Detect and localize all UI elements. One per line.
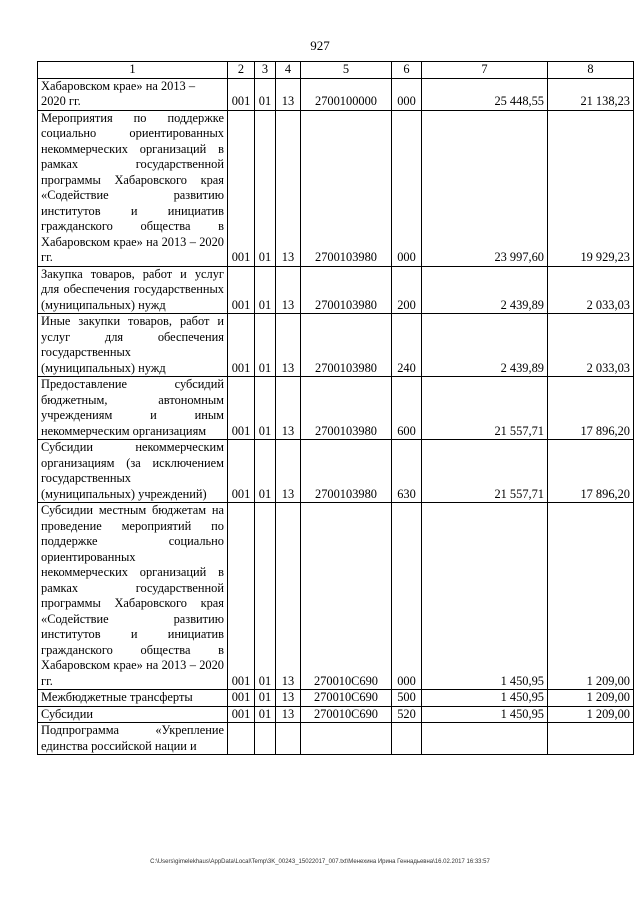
code-chapter: 001 [228, 377, 255, 440]
code-target: 270010С690 [301, 706, 392, 723]
row-name: Межбюджетные трансферты [38, 690, 228, 707]
code-section: 01 [255, 503, 276, 690]
code-chapter [228, 723, 255, 755]
table-row [38, 314, 634, 377]
code-subsection: 13 [276, 503, 301, 690]
code-target: 270010С690 [301, 690, 392, 707]
amount-col8: 2 033,03 [548, 266, 634, 314]
column-header: 7 [422, 62, 548, 79]
code-expense-type: 000 [392, 110, 422, 266]
code-subsection: 13 [276, 78, 301, 110]
code-target: 2700103980 [301, 110, 392, 266]
amount-col8: 2 033,03 [548, 314, 634, 377]
code-subsection: 13 [276, 110, 301, 266]
code-target: 2700103980 [301, 314, 392, 377]
code-subsection: 13 [276, 690, 301, 707]
amount-col8: 21 138,23 [548, 78, 634, 110]
row-name: Субсидии [38, 706, 228, 723]
column-header: 6 [392, 62, 422, 79]
table-row [38, 706, 634, 723]
code-expense-type: 000 [392, 503, 422, 690]
code-expense-type: 520 [392, 706, 422, 723]
amount-col7: 23 997,60 [422, 110, 548, 266]
code-section: 01 [255, 314, 276, 377]
code-section: 01 [255, 377, 276, 440]
table-row [38, 690, 634, 707]
code-chapter: 001 [228, 314, 255, 377]
amount-col7: 1 450,95 [422, 706, 548, 723]
amount-col8: 19 929,23 [548, 110, 634, 266]
table-row [38, 110, 634, 266]
code-expense-type: 000 [392, 78, 422, 110]
code-section: 01 [255, 440, 276, 503]
table-row [38, 503, 634, 690]
table-row [38, 440, 634, 503]
amount-col7: 25 448,55 [422, 78, 548, 110]
code-expense-type: 500 [392, 690, 422, 707]
amount-col7: 1 450,95 [422, 690, 548, 707]
row-name: Иные закупки товаров, работ и услуг для обеспечения государственных (муниципальных) нужд [38, 314, 228, 377]
amount-col7: 2 439,89 [422, 314, 548, 377]
code-section [255, 723, 276, 755]
header-row [38, 62, 634, 79]
code-section: 01 [255, 690, 276, 707]
code-chapter: 001 [228, 503, 255, 690]
code-section: 01 [255, 78, 276, 110]
code-expense-type: 630 [392, 440, 422, 503]
code-expense-type: 240 [392, 314, 422, 377]
column-header: 2 [228, 62, 255, 79]
amount-col7: 1 450,95 [422, 503, 548, 690]
code-subsection: 13 [276, 440, 301, 503]
code-subsection: 13 [276, 266, 301, 314]
row-name: Хабаровском крае» на 2013 – 2020 гг. [38, 78, 228, 110]
table-row [38, 266, 634, 314]
column-header: 8 [548, 62, 634, 79]
row-name: Мероприятия по поддержке социально ориентированных некоммерческих организаций в рамках государственной программы Хабаровского края «Содействие развитию институтов и инициатив гражданского общества в Хабаровском крае» на 2013 – 2020 гг. [38, 110, 228, 266]
code-chapter: 001 [228, 78, 255, 110]
page-number: 927 [310, 38, 330, 53]
code-expense-type: 600 [392, 377, 422, 440]
amount-col7 [422, 723, 548, 755]
file-path-footer: C:\Users\gimelekhaus\AppData\Local\Temp\3K_00243_15022017_007.txt\Менехина Ирина Геннадьевна\16.02.2017 16:33:57 [150, 859, 490, 865]
amount-col7: 21 557,71 [422, 377, 548, 440]
code-expense-type [392, 723, 422, 755]
code-subsection: 13 [276, 377, 301, 440]
amount-col8: 17 896,20 [548, 440, 634, 503]
code-chapter: 001 [228, 690, 255, 707]
amount-col8: 1 209,00 [548, 690, 634, 707]
column-header: 3 [255, 62, 276, 79]
code-target: 2700100000 [301, 78, 392, 110]
code-section: 01 [255, 706, 276, 723]
column-header: 5 [301, 62, 392, 79]
amount-col7: 2 439,89 [422, 266, 548, 314]
code-target: 270010С690 [301, 503, 392, 690]
column-header: 1 [38, 62, 228, 79]
budget-table [37, 61, 634, 755]
amount-col8: 1 209,00 [548, 503, 634, 690]
code-target: 2700103980 [301, 266, 392, 314]
code-chapter: 001 [228, 440, 255, 503]
row-name: Закупка товаров, работ и услуг для обеспечения государственных (муниципальных) нужд [38, 266, 228, 314]
code-chapter: 001 [228, 110, 255, 266]
table-row [38, 78, 634, 110]
code-chapter: 001 [228, 266, 255, 314]
amount-col7: 21 557,71 [422, 440, 548, 503]
table-row [38, 723, 634, 755]
amount-col8: 17 896,20 [548, 377, 634, 440]
code-expense-type: 200 [392, 266, 422, 314]
row-name: Субсидии некоммерческим организациям (за исключением государственных (муниципальных) учреждений) [38, 440, 228, 503]
code-target [301, 723, 392, 755]
table-row [38, 377, 634, 440]
amount-col8: 1 209,00 [548, 706, 634, 723]
code-chapter: 001 [228, 706, 255, 723]
column-header: 4 [276, 62, 301, 79]
code-section: 01 [255, 110, 276, 266]
row-name: Предоставление субсидий бюджетным, автономным учреждениям и иным некоммерческим организациям [38, 377, 228, 440]
code-target: 2700103980 [301, 440, 392, 503]
code-section: 01 [255, 266, 276, 314]
amount-col8 [548, 723, 634, 755]
code-subsection: 13 [276, 706, 301, 723]
row-name: Субсидии местным бюджетам на проведение мероприятий по поддержке социально ориентированных некоммерческих организаций в рамках государственной программы Хабаровского края «Содействие развитию институтов и инициатив гражданского общества в Хабаровском крае» на 2013 – 2020 гг. [38, 503, 228, 690]
row-name: Подпрограмма «Укрепление единства российской нации и [38, 723, 228, 755]
code-subsection [276, 723, 301, 755]
code-target: 2700103980 [301, 377, 392, 440]
code-subsection: 13 [276, 314, 301, 377]
